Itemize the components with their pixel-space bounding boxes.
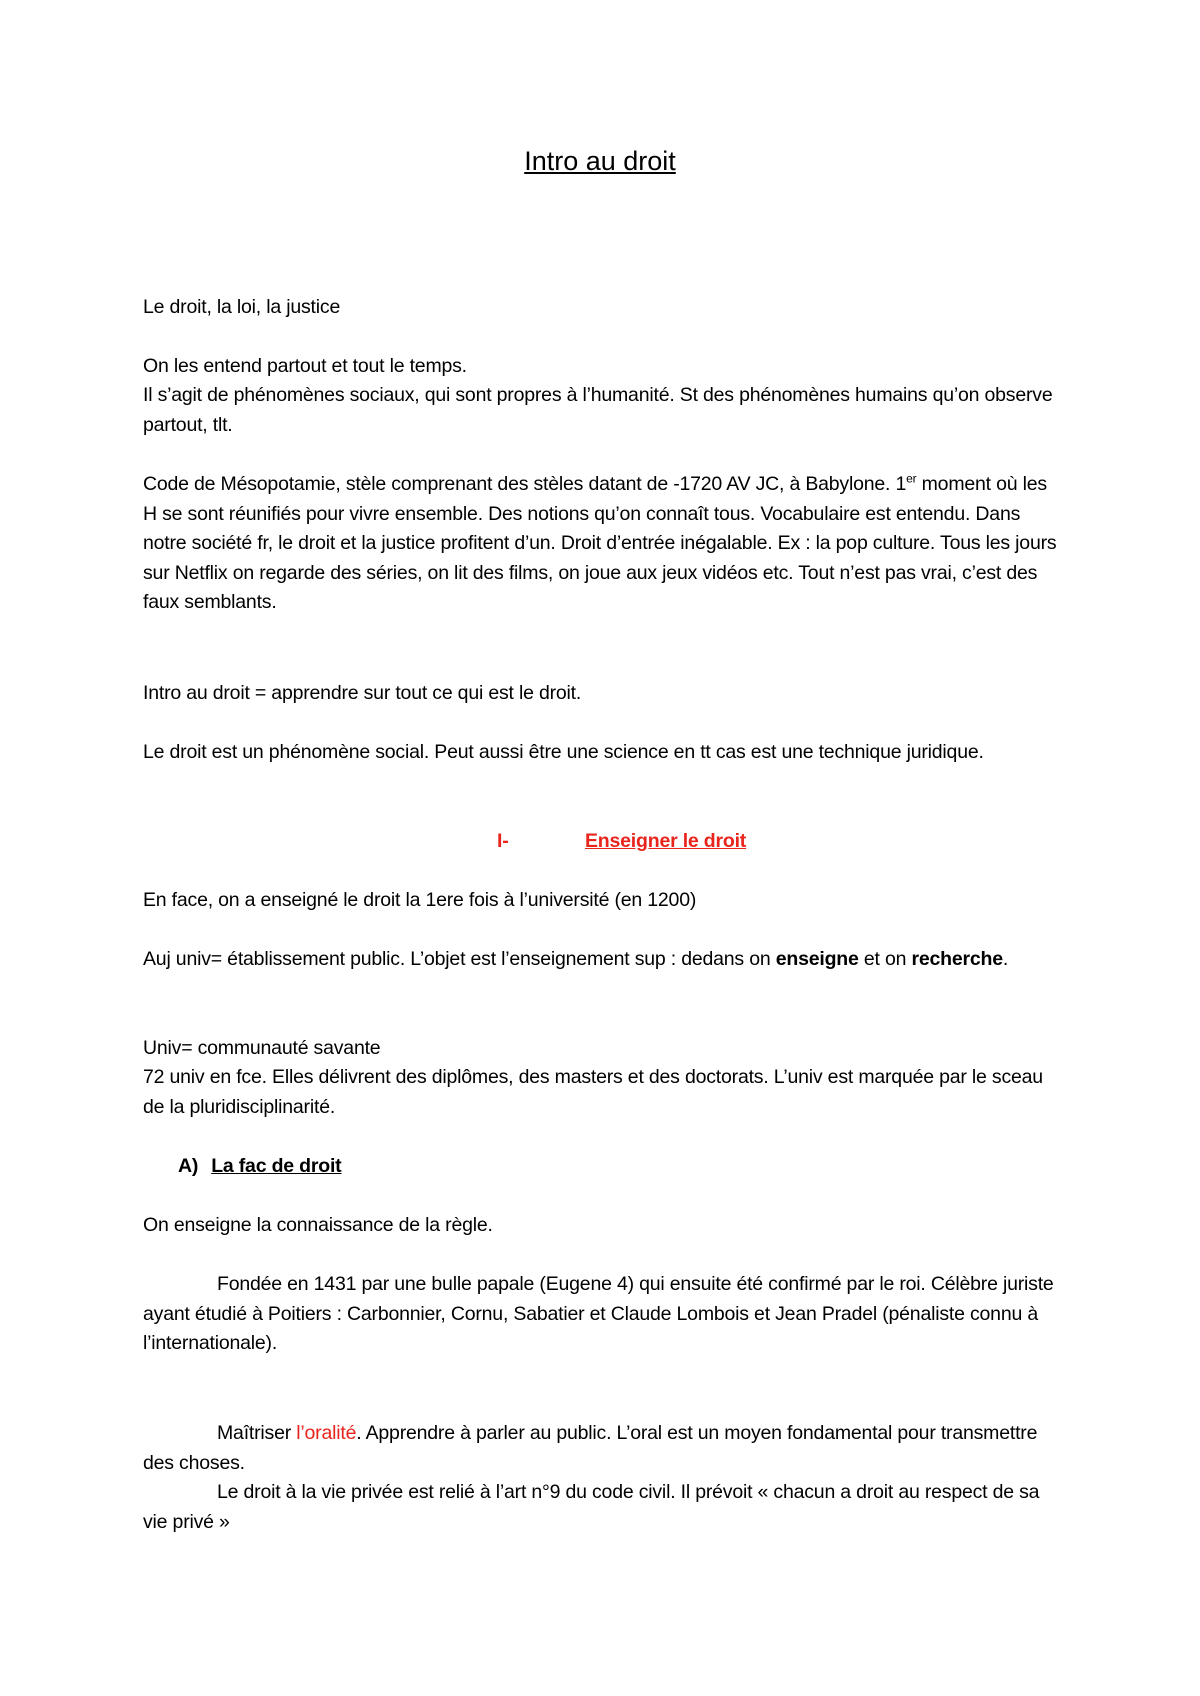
paragraph-orality (143, 1419, 1063, 1478)
university-text-c: et on (858, 948, 912, 970)
orality-highlight: l’oralité (296, 1422, 357, 1444)
paragraph-social-phenomena: Il s’agit de phénomènes sociaux, qui sont propres à l’humanité. St des phénomènes humains qu’on observe partout, tlt. (143, 384, 1053, 436)
orality-text-b: . Apprendre à parler au public. L’oral est un moyen fondamental pour transmettre des choses. (143, 1422, 1038, 1474)
paragraph-university-public (143, 945, 1063, 975)
section-A-title: La fac de droit (211, 1155, 342, 1177)
orality-text-a: Maîtriser (217, 1422, 297, 1444)
paragraph-founded-1431: Fondée en 1431 par une bulle papale (Eugene 4) qui ensuite été confirmé par le roi. Célèbre juriste ayant étudié à Poitiers : Carbonnier, Cornu, Sabatier et Claude Lombois et Jean Pradel (pénaliste connu à l’internationale). (143, 1273, 1054, 1354)
section-heading-A (178, 1152, 341, 1182)
paragraph-learned-community: Univ= communauté savante (143, 1037, 381, 1059)
paragraph-social-science: Le droit est un phénomène social. Peut aussi être une science en tt cas est une technique juridique. (143, 741, 984, 763)
paragraph-first-teaching: En face, on a enseigné le droit la 1ere fois à l’université (en 1200) (143, 889, 697, 911)
university-text-d: . (1002, 948, 1009, 970)
section-I-number: I- (497, 830, 509, 852)
paragraph-everywhere: On les entend partout et tout le temps. (143, 355, 467, 377)
paragraph-intro-definition: Intro au droit = apprendre sur tout ce qui est le droit. (143, 682, 582, 704)
keyword-recherche: recherche (911, 948, 1003, 970)
mesopotamia-text-end: moment où les H se sont réunifiés pour vivre ensemble. Des notions qu’on connaît tous. Vocabulaire est entendu. Dans notre société fr, le droit et la justice profitent d’un. Droit d’entrée inégalable. Ex : la pop culture. Tous les jours sur Netflix on regarde des séries, on lit des films, on joue aux jeux vidéos etc. Tout n’est pas vrai, c’est des faux semblants. (143, 473, 1057, 613)
paragraph-univ-count: 72 univ en fce. Elles délivrent des diplômes, des masters et des doctorats. L’univ est marquée par le sceau de la pluridisciplinarité. (143, 1066, 1043, 1118)
mesopotamia-text-start: Code de Mésopotamie, stèle comprenant des stèles datant de -1720 AV JC, à Babylone. 1 (143, 473, 907, 495)
keyword-enseigne: enseigne (775, 948, 859, 970)
paragraph-mesopotamia (143, 470, 1063, 618)
section-I-title: Enseigner le droit (585, 830, 747, 852)
paragraph-rule-knowledge: On enseigne la connaissance de la règle. (143, 1214, 493, 1236)
section-A-number: A) (178, 1155, 199, 1177)
paragraph-private-life: Le droit à la vie privée est relié à l’art n°9 du code civil. Il prévoit « chacun a droit au respect de sa vie privé » (143, 1481, 1040, 1533)
paragraph-intro-topics: Le droit, la loi, la justice (143, 296, 341, 318)
superscript-er: er (906, 471, 917, 486)
document-title: Intro au droit (524, 146, 676, 176)
university-text-a: Auj univ= établissement public. L’objet est l’enseignement sup : dedans on (143, 948, 776, 970)
